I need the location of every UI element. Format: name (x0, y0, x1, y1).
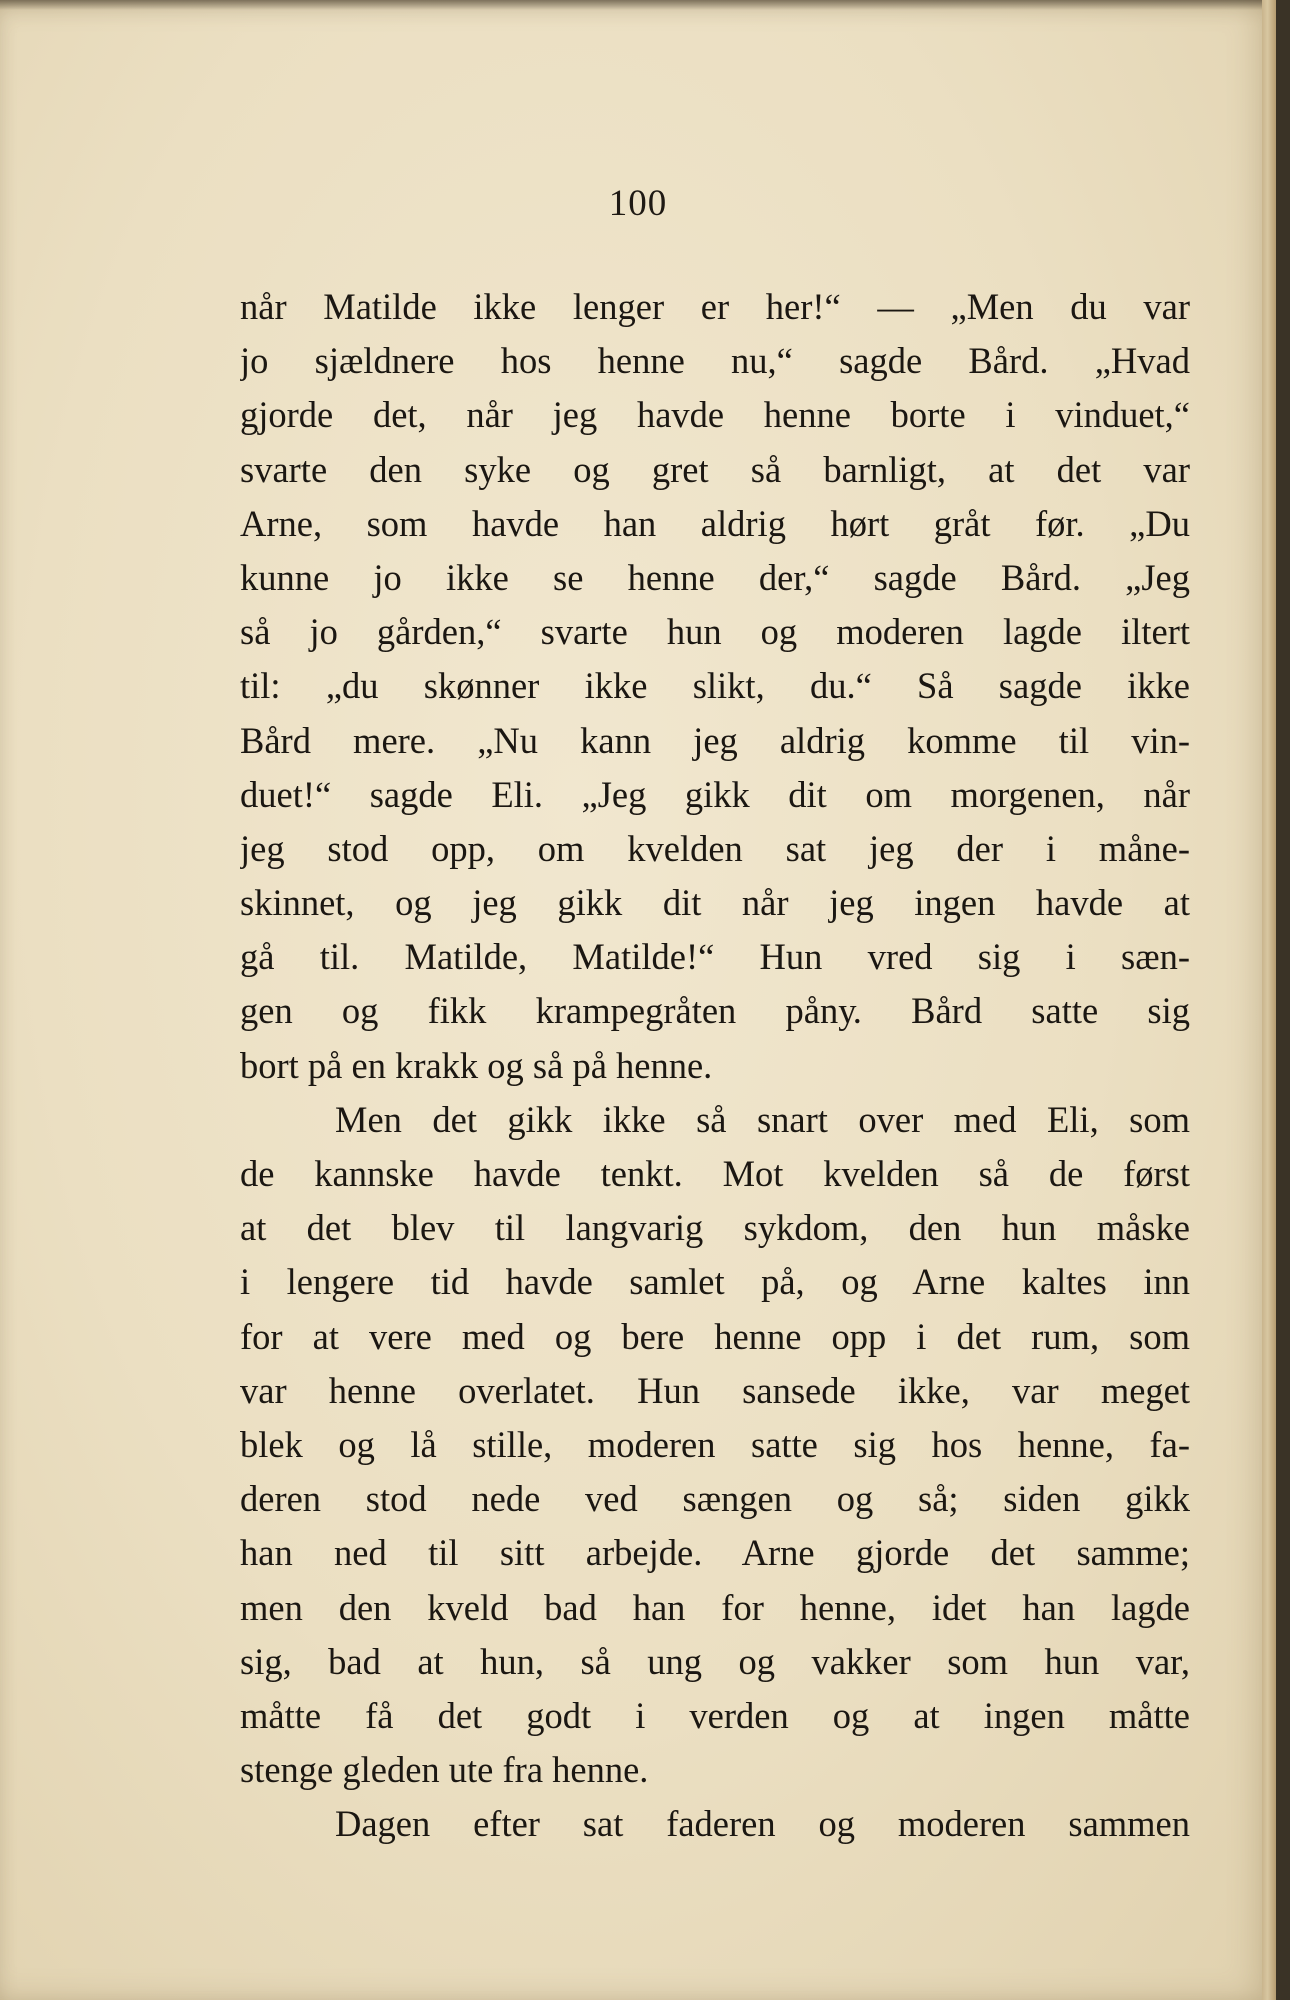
text-line: gå til. Matilde, Matilde!“ Hun vred sig i sæn- (240, 936, 1190, 978)
text-line: var henne overlatet. Hun sansede ikke, var meget (240, 1369, 1190, 1411)
text-line: svarte den syke og gret så barnligt, at det var (240, 448, 1190, 490)
text-line: for at vere med og bere henne opp i det rum, som (240, 1315, 1190, 1357)
text-line: gen og fikk krampegråten pånу. Bård satte sig (240, 990, 1190, 1032)
text-line: blek og lå stille, moderen satte sig hos henne, fa- (240, 1423, 1190, 1465)
text-line: Bård mere. „Nu kann jeg aldrig komme til vin- (240, 719, 1190, 761)
body-text (240, 280, 1190, 1851)
text-line: han ned til sitt arbejde. Arne gjorde det samme; (240, 1532, 1190, 1574)
top-shadow (0, 0, 1276, 10)
text-line: i lengere tid havde samlet på, og Arne kaltes inn (240, 1261, 1190, 1303)
text-line: sig, bad at hun, så ung og vakker som hun var, (240, 1640, 1190, 1682)
text-line: duet!“ sagde Eli. „Jeg gikk dit om morgenen, når (240, 773, 1190, 815)
text-line: til: „du skønner ikke slikt, du.“ Så sagde ikke (240, 665, 1190, 707)
text-line: bort på en krakk og så på henne. (240, 1044, 713, 1086)
page-edge (1262, 0, 1276, 2000)
text-line: Arne, som havde han aldrig hørt gråt før. „Du (240, 502, 1190, 544)
text-line: måtte få det godt i verden og at ingen måtte (240, 1694, 1190, 1736)
text-line: jeg stod opp, om kvelden sat jeg der i måne- (240, 827, 1190, 869)
page-number: 100 (608, 183, 668, 224)
text-line: Men det gikk ikke så snart over med Eli, som (335, 1098, 1190, 1140)
text-line: jo sjældnere hos henne nu,“ sagde Bård. „Hvad (240, 340, 1190, 382)
text-line: så jo gården,“ svarte hun og moderen lagde iltert (240, 611, 1190, 653)
text-line: Dagen efter sat faderen og moderen sammen (335, 1803, 1190, 1845)
text-line: deren stod nede ved sængen og så; siden gikk (240, 1478, 1190, 1520)
text-line: stenge gleden ute fra henne. (240, 1749, 649, 1791)
text-line: at det blev til langvarig sykdom, den hun måske (240, 1207, 1190, 1249)
text-line: når Matilde ikke lenger er her!“ — „Men du var (240, 286, 1190, 327)
text-line: de kannske havde tenkt. Mot kvelden så de først (240, 1153, 1190, 1194)
text-line: skinnet, og jeg gikk dit når jeg ingen havde at (240, 882, 1190, 924)
text-line: kunne jo ikke se henne der,“ sagde Bård. „Jeg (240, 556, 1190, 598)
text-line: gjorde det, når jeg havde henne borte i vinduet,“ (240, 394, 1190, 436)
text-line: men den kveld bad han for henne, idet han lagde (240, 1586, 1190, 1628)
